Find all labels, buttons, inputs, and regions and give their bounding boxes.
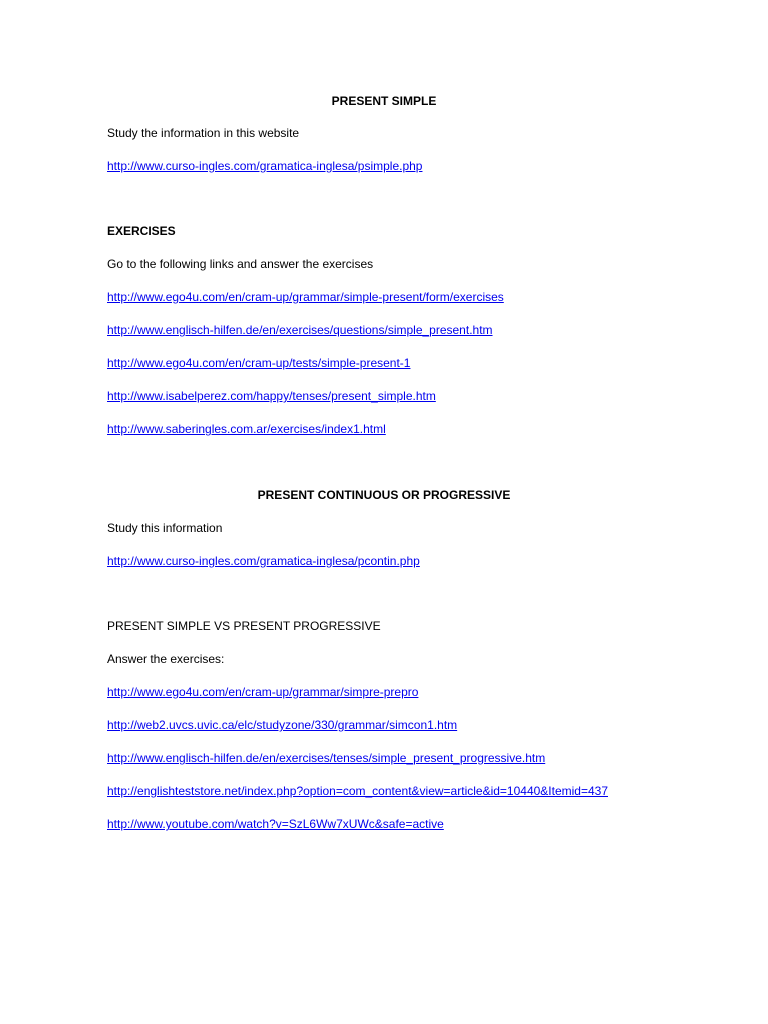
exercise-link[interactable]: http://www.ego4u.com/en/cram-up/tests/simple-present-1 — [107, 356, 411, 370]
study-website-text: Study the information in this website — [107, 126, 300, 140]
go-to-links-text: Go to the following links and answer the exercises — [107, 257, 374, 271]
progressive-link[interactable]: http://www.youtube.com/watch?v=SzL6Ww7xUWc&safe=active — [107, 817, 444, 831]
answer-exercises-text: Answer the exercises: — [107, 652, 225, 666]
exercise-link[interactable]: http://www.ego4u.com/en/cram-up/grammar/simple-present/form/exercises — [107, 290, 504, 304]
heading-present-continuous: PRESENT CONTINUOUS OR PROGRESSIVE — [257, 488, 511, 502]
heading-simple-vs-progressive: PRESENT SIMPLE VS PRESENT PROGRESSIVE — [107, 619, 381, 633]
progressive-link[interactable]: http://www.englisch-hilfen.de/en/exercises/tenses/simple_present_progressive.htm — [107, 751, 546, 765]
progressive-link[interactable]: http://web2.uvcs.uvic.ca/elc/studyzone/330/grammar/simcon1.htm — [107, 718, 458, 732]
progressive-link[interactable]: http://www.ego4u.com/en/cram-up/grammar/simpre-prepro — [107, 685, 419, 699]
exercise-link[interactable]: http://www.saberingles.com.ar/exercises/index1.html — [107, 422, 386, 436]
link-pcontin[interactable]: http://www.curso-ingles.com/gramatica-inglesa/pcontin.php — [107, 554, 420, 568]
heading-present-simple: PRESENT SIMPLE — [331, 94, 437, 108]
exercise-link[interactable]: http://www.englisch-hilfen.de/en/exercises/questions/simple_present.htm — [107, 323, 493, 337]
progressive-link[interactable]: http://englishteststore.net/index.php?option=com_content&view=article&id=10440&Itemid=437 — [107, 784, 608, 798]
exercise-link[interactable]: http://www.isabelperez.com/happy/tenses/present_simple.htm — [107, 389, 436, 403]
study-information-text: Study this information — [107, 521, 223, 535]
heading-exercises: EXERCISES — [107, 224, 176, 238]
link-psimple[interactable]: http://www.curso-ingles.com/gramatica-inglesa/psimple.php — [107, 159, 423, 173]
